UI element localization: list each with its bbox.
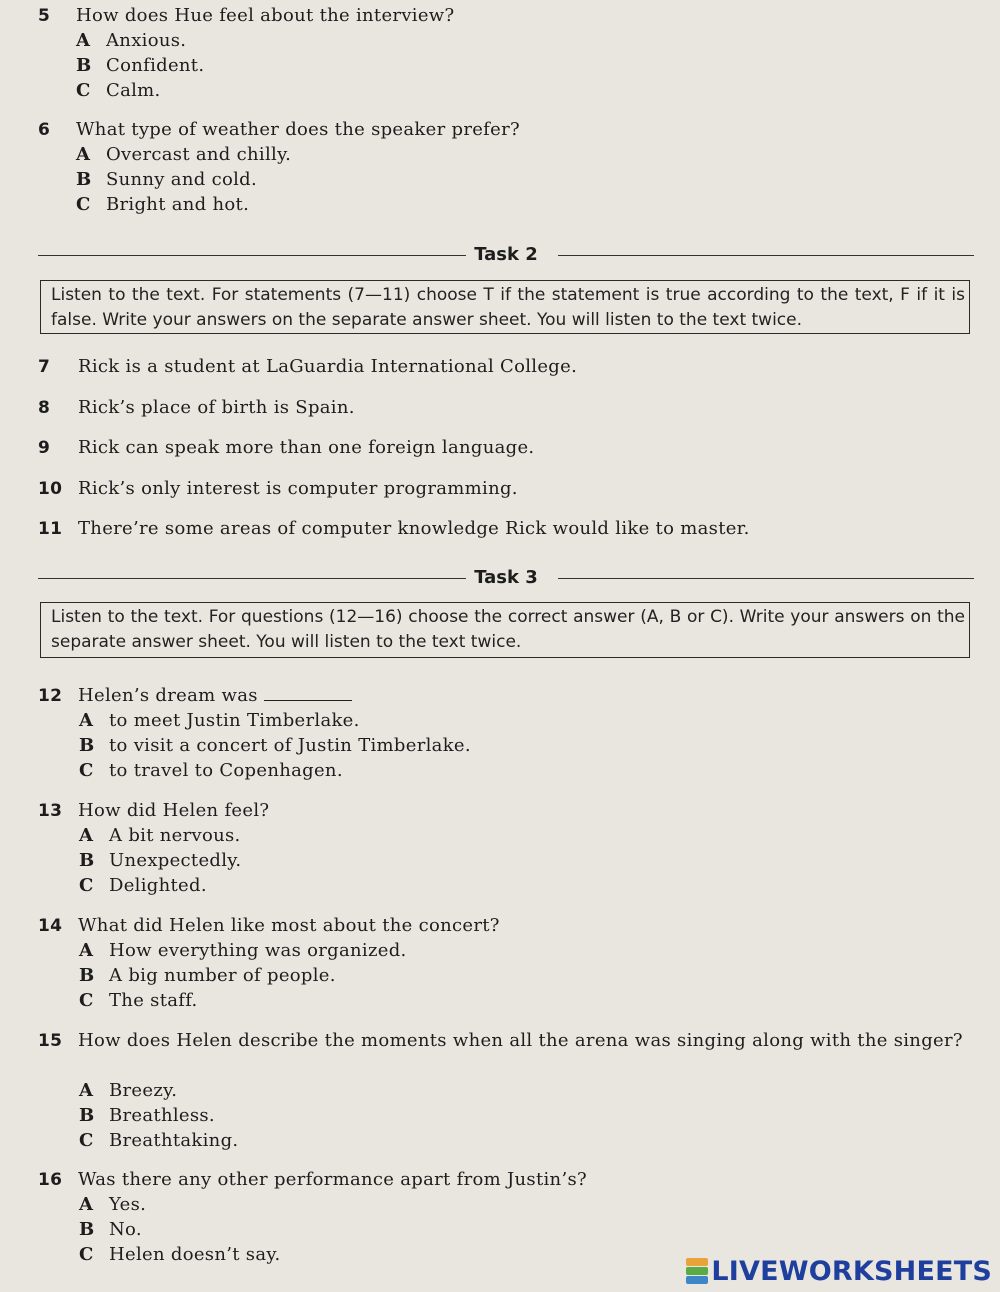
- option-5b[interactable]: B Confident.: [76, 55, 205, 76]
- task-3-title: Task 3: [474, 567, 538, 588]
- option-16c[interactable]: C Helen doesn’t say.: [79, 1244, 281, 1265]
- statement-9: 9 Rick can speak more than one foreign language.: [38, 437, 535, 458]
- statement-8: 8 Rick’s place of birth is Spain.: [38, 397, 355, 418]
- option-16b[interactable]: B No.: [79, 1219, 142, 1240]
- option-15a[interactable]: A Breezy.: [79, 1080, 178, 1101]
- question-15: 15 How does Helen describe the moments when all the arena was singing along with the singer?: [38, 1030, 963, 1051]
- task-3-instruction-box: Listen to the text. For questions (12—16) choose the correct answer (A, B or C). Write your answers on the separate answer sheet. You will listen to the text twice.: [40, 602, 970, 658]
- option-13a[interactable]: A A bit nervous.: [79, 825, 241, 846]
- option-12c[interactable]: C to travel to Copenhagen.: [79, 760, 343, 781]
- question-16: 16 Was there any other performance apart from Justin’s?: [38, 1169, 587, 1190]
- option-6c[interactable]: C Bright and hot.: [76, 194, 250, 215]
- option-12a[interactable]: A to meet Justin Timberlake.: [79, 710, 360, 731]
- divider-right: [558, 255, 974, 256]
- question-13: 13 How did Helen feel?: [38, 800, 270, 821]
- option-14a[interactable]: A How everything was organized.: [79, 940, 407, 961]
- task-2-heading: [38, 242, 974, 268]
- option-12b[interactable]: B to visit a concert of Justin Timberlake.: [79, 735, 471, 756]
- statement-10: 10 Rick’s only interest is computer programming.: [38, 478, 518, 499]
- option-13b[interactable]: B Unexpectedly.: [79, 850, 242, 871]
- question-number: 6: [38, 120, 51, 140]
- option-15b[interactable]: B Breathless.: [79, 1105, 215, 1126]
- task-3-heading: [38, 565, 974, 591]
- statement-11: 11 There’re some areas of computer knowledge Rick would like to master.: [38, 518, 750, 539]
- option-5a[interactable]: A Anxious.: [76, 30, 187, 51]
- option-15c[interactable]: C Breathtaking.: [79, 1130, 239, 1151]
- option-13c[interactable]: C Delighted.: [79, 875, 207, 896]
- liveworksheets-wordmark: LIVEWORKSHEETS: [711, 1255, 992, 1287]
- option-16a[interactable]: A Yes.: [79, 1194, 147, 1215]
- question-5: [38, 3, 454, 29]
- option-6a[interactable]: A Overcast and chilly.: [76, 144, 292, 165]
- question-number: 5: [38, 6, 51, 26]
- liveworksheets-logo[interactable]: [686, 1256, 992, 1286]
- question-14: 14 What did Helen like most about the concert?: [38, 915, 500, 936]
- answer-blank: [264, 684, 352, 701]
- statement-7: 7 Rick is a student at LaGuardia International College.: [38, 356, 578, 377]
- option-14c[interactable]: C The staff.: [79, 990, 198, 1011]
- question-12: 12 Helen’s dream was: [38, 683, 352, 709]
- option-6b[interactable]: B Sunny and cold.: [76, 169, 257, 190]
- question-text: How does Hue feel about the interview?: [76, 5, 455, 26]
- option-14b[interactable]: B A big number of people.: [79, 965, 336, 986]
- question-6: [38, 117, 520, 143]
- divider-right: [558, 578, 974, 579]
- liveworksheets-logo-icon: [686, 1258, 708, 1284]
- task-2-instruction-box: Listen to the text. For statements (7—11) choose T if the statement is true according to the text, F if it is false. Write your answers on the separate answer sheet. You will listen to the text twice.: [40, 280, 970, 334]
- task-2-title: Task 2: [474, 244, 538, 265]
- question-text: What type of weather does the speaker prefer?: [76, 119, 520, 140]
- option-5c[interactable]: C Calm.: [76, 80, 161, 101]
